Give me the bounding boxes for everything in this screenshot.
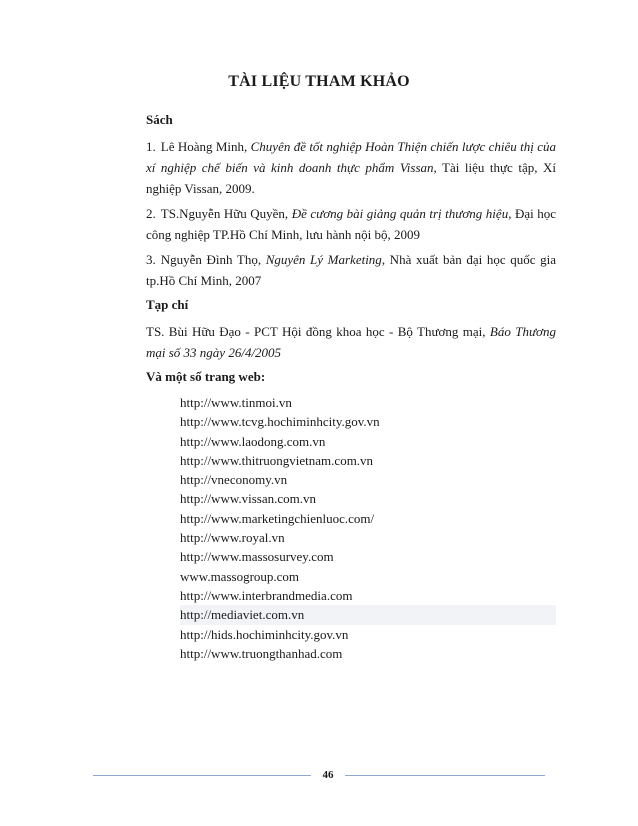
book-reference-2	[146, 203, 556, 245]
page-number: 46	[322, 769, 334, 781]
footer-divider-right	[345, 775, 545, 776]
reference-details: , Tài liệu thực tập, Xí nghiệp Vissan, 2009.	[146, 160, 556, 196]
reference-title: Báo Thương mại số 33 ngày 26/4/2005	[146, 324, 556, 360]
website-link[interactable]: http://www.truongthanhad.com	[180, 645, 343, 661]
reference-author: TS.Nguyễn Hữu Quyền,	[160, 206, 292, 221]
website-link[interactable]: http://www.laodong.com.vn	[180, 433, 326, 449]
website-link[interactable]: http://www.marketingchienluoc.com/	[180, 510, 375, 526]
website-link[interactable]: http://www.royal.vn	[180, 530, 285, 546]
reference-title: Chuyên đề tốt nghiệp Hoàn Thiện chiến lược chiêu thị của xí nghiệp chế biến và kinh doanh thực phẩm Vissan	[146, 139, 557, 175]
page-title: TÀI LIỆU THAM KHẢO	[228, 73, 410, 90]
reference-author: TS. Bùi Hữu Đạo - PCT Hội đồng khoa học - Bộ Thương mại,	[146, 324, 490, 339]
websites-heading: Và một số trang web:	[146, 369, 266, 384]
website-link[interactable]: www.massogroup.com	[180, 568, 300, 584]
reference-title: Nguyên Lý Marketing	[265, 252, 382, 267]
books-heading: Sách	[146, 112, 173, 127]
reference-details: , Đại học công nghiệp TP.Hồ Chí Minh, lưu hành nội bộ, 2009	[146, 206, 556, 242]
website-list	[146, 393, 556, 663]
reference-author: Nguyễn Đình Thọ,	[160, 252, 266, 267]
page-footer	[0, 766, 638, 786]
website-link[interactable]: http://mediaviet.com.vn	[180, 605, 556, 624]
website-link[interactable]: http://www.interbrandmedia.com	[180, 587, 353, 603]
journal-reference	[146, 321, 556, 363]
reference-details: , Nhà xuất bản đại học quốc gia tp.Hồ Chí Minh, 2007	[146, 252, 556, 288]
journal-heading: Tạp chí	[146, 297, 189, 312]
book-reference-1	[146, 136, 556, 199]
references-content	[146, 110, 556, 663]
reference-title: Đề cương bài giảng quản trị thương hiệu	[291, 206, 509, 221]
website-link[interactable]: http://www.tinmoi.vn	[180, 395, 292, 410]
reference-number: 2.	[146, 206, 156, 221]
footer-divider-left	[93, 775, 311, 776]
website-link[interactable]: http://hids.hochiminhcity.gov.vn	[180, 626, 349, 642]
website-link[interactable]: http://www.vissan.com.vn	[180, 491, 317, 507]
reference-author: Lê Hoàng Minh,	[160, 139, 251, 154]
reference-number: 1.	[146, 139, 156, 154]
book-reference-3	[146, 249, 556, 291]
reference-number: 3.	[146, 252, 156, 267]
website-link[interactable]: http://www.thitruongvietnam.com.vn	[180, 452, 374, 468]
website-link[interactable]: http://www.massosurvey.com	[180, 549, 334, 565]
website-link[interactable]: http://www.tcvg.hochiminhcity.gov.vn	[180, 414, 380, 430]
website-link[interactable]: http://vneconomy.vn	[180, 472, 288, 488]
